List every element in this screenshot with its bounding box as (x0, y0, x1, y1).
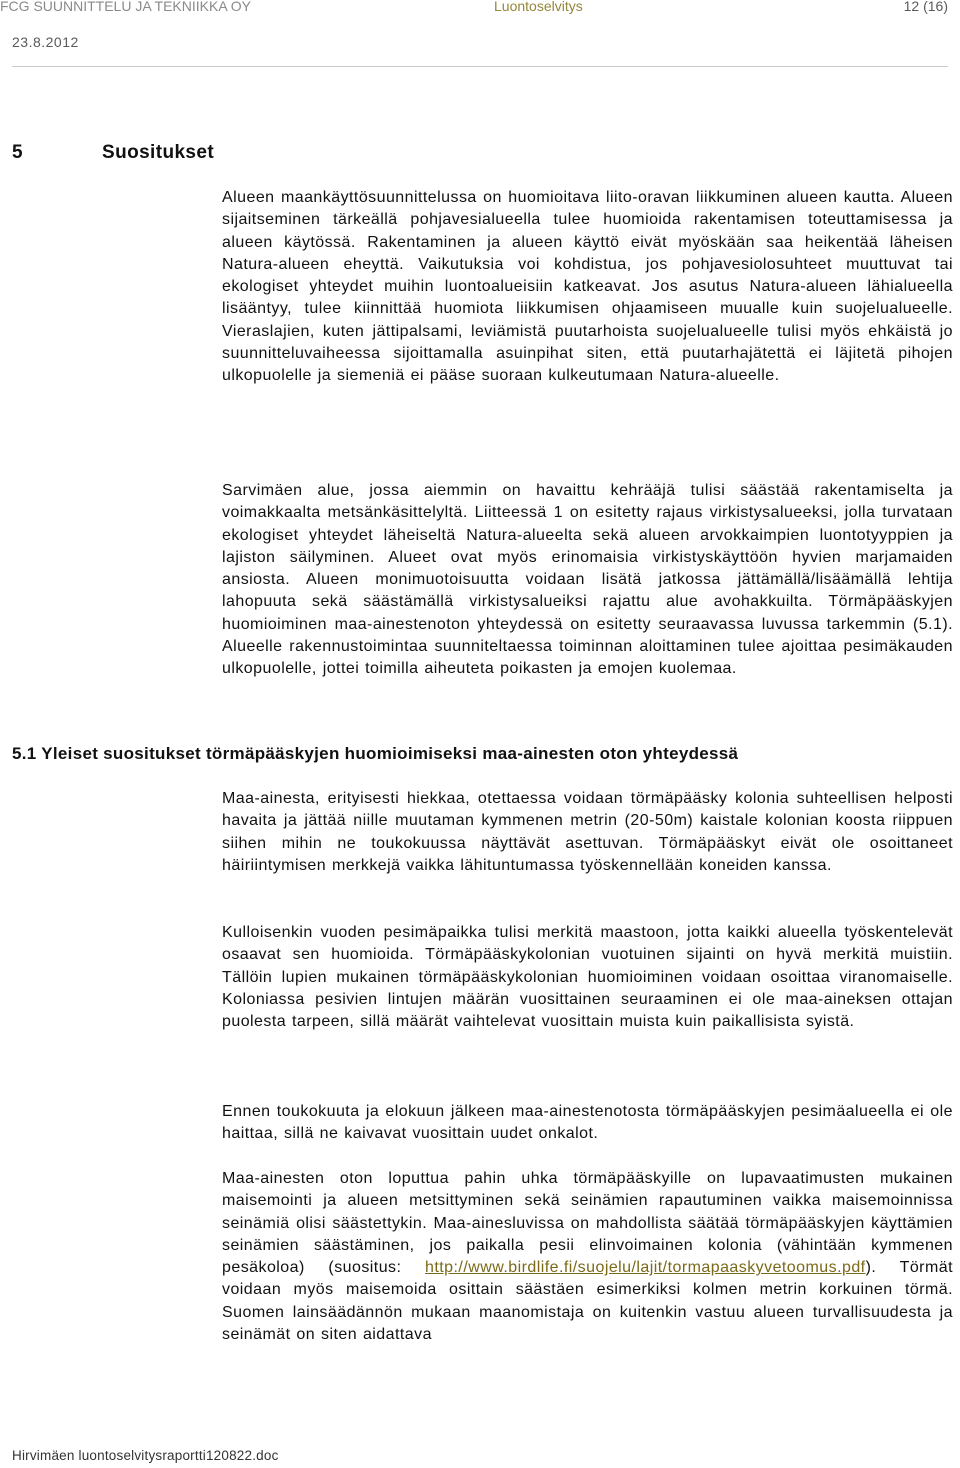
section-5-title: Suositukset (102, 142, 215, 163)
section-5-1-paragraph-2: Kulloisenkin vuoden pesimäpaikka tulisi merkitä maastoon, jotta kaikki alueella työskentelevät osaavat sen huomioida. Törmäpääskykolonian vuotuinen sijainti on hyvä merkitä muistiin. Tällöin lupien mukainen törmäpääskykolonian huomioiminen voidaan osoittaa viranomaiselle. Koloniassa pesivien lintujen määrän vuosittainen seuraaminen ei ole maa-aineksen ottajan puolesta tarpeen, sillä määrät vaihtelevat vuosittain muista kuin paikallisista syistä. (222, 924, 953, 1031)
section-5-1-paragraph-4 (222, 1168, 953, 1346)
header-doc-title: Luontoselvitys (494, 0, 583, 14)
section-5-heading (12, 142, 214, 164)
header-company: FCG SUUNNITTELU JA TEKNIIKKA OY (0, 0, 252, 14)
header-page-number: 12 (16) (903, 0, 948, 14)
birdlife-link[interactable]: http://www.birdlife.fi/suojelu/lajit/tormapaaskyvetoomus.pdf (425, 1259, 866, 1277)
header-divider (12, 66, 948, 67)
section-5-1-heading: 5.1 Yleiset suositukset törmäpääskyjen huomioimiseksi maa-ainesten oton yhteydessä (12, 744, 739, 763)
paragraph-4-text-end: ). Törmät voidaan myös maisemoida osittain säästäen esimerkiksi kolmen metrin korkuinen törmä. Suomen lainsäädännön mukaan maanomistaja on kuitenkin vastuu alueen turvallisuudesta ja seinämät on siten aidattava (222, 1259, 953, 1344)
section-5-1-paragraph-1: Maa-ainesta, erityisesti hiekkaa, otettaessa voidaan törmäpääsky kolonia suhteellisen helposti havaita ja jättää niille muutaman kymmenen metrin (20-50m) kaistale kolonian koosta riippuen siihen mihin ne toukokuussa näyttävät asettuvan. Törmäpääskyt eivät ole osoittaneet häiriintymisen merkkejä vaikka lähituntumassa työskennellään koneiden kanssa. (222, 790, 953, 874)
section-5-1-paragraph-3: Ennen toukokuuta ja elokuun jälkeen maa-ainestenotosta törmäpääskyjen pesimäalueella ei ole haittaa, sillä ne kaivavat vuosittain uudet onkalot. (222, 1103, 953, 1143)
footer-filename: Hirvimäen luontoselvitysraportti120822.doc (12, 1448, 279, 1463)
section-5-paragraph-2: Sarvimäen alue, jossa aiemmin on havaittu kehrääjä tulisi säästää rakentamiselta ja voimakkaalta metsänkäsittelyltä. Liitteessä 1 on esitetty rajaus virkistysalueeksi, jolla turvataan ekologiset yhteydet läheiseltä Natura-alueelta sekä alueen arvokkaimpien luontotyyppien ja lajiston säilyminen. Alueet ovat myös erinomaisia virkistyskäyttöön hyvien marjamaiden ansiosta. Alueen monimuotoisuutta voidaan lisätä jatkossa jättämällä/lisäämällä lehtija lahopuuta sekä säästämällä virkistysalueiksi rajattu alue avohakkuilta. Törmäpääskyjen huomioiminen maa-ainestenoton yhteydessä on esitetty seuraavassa luvussa tarkemmin (5.1). Alueelle rakennustoimintaa suunniteltaessa toiminnan aloittaminen tulee ajoittaa pesimäkauden ulkopuolelle, jottei toimilla aiheuteta poikasten ja emojen kuolemaa. (222, 482, 953, 678)
section-5-number: 5 (12, 142, 23, 163)
header-date: 23.8.2012 (12, 34, 79, 50)
section-5-paragraph-1: Alueen maankäyttösuunnittelussa on huomioitava liito-oravan liikkuminen alueen kautta. Alueen sijaitseminen tärkeällä pohjavesialueella tulee huomioida rakentamisen toteuttamisessa ja alueen käytössä. Rakentaminen ja alueen käyttö eivät myöskään saa heikentää läheisen Natura-alueen eheyttä. Vaikutuksia voi kohdistua, jos pohjavesiolosuhteet muuttuvat tai ekologiset yhteydet muihin luontoalueisiin katkeavat. Jos asutus Natura-alueen lähialueella lisääntyy, tulee kiinnittää huomiota liikkumisen ohjaamiseen muualle kuin suojelualueelle. Vieraslajien, kuten jättipalsami, leviämistä puutarhoista suojelualueelle tulisi myös ehkäistä jo suunnitteluvaiheessa sijoittamalla asuinpihat siten, että puutarhajätettä ei läjitetä pihojen ulkopuolelle ja siemeniä ei pääse suoraan kulkeutumaan Natura-alueelle. (222, 189, 953, 385)
paragraph-4-text-start: Maa-ainesten oton loputtua pahin uhka törmäpääskyille on lupavaatimusten mukainen maisemointi ja alueen metsittyminen sekä seinämien rapautuminen vaikka maisemoinnissa seinämiä olisi säästettykin. Maa-ainesluvissa on mahdollista säätää törmäpääskyjen käyttämien seinämien säästäminen, jos paikalla pesii elinvoimainen kolonia (vähintään kymmenen pesäkoloa) (suositus: (222, 1170, 953, 1277)
page-header (0, 0, 960, 14)
